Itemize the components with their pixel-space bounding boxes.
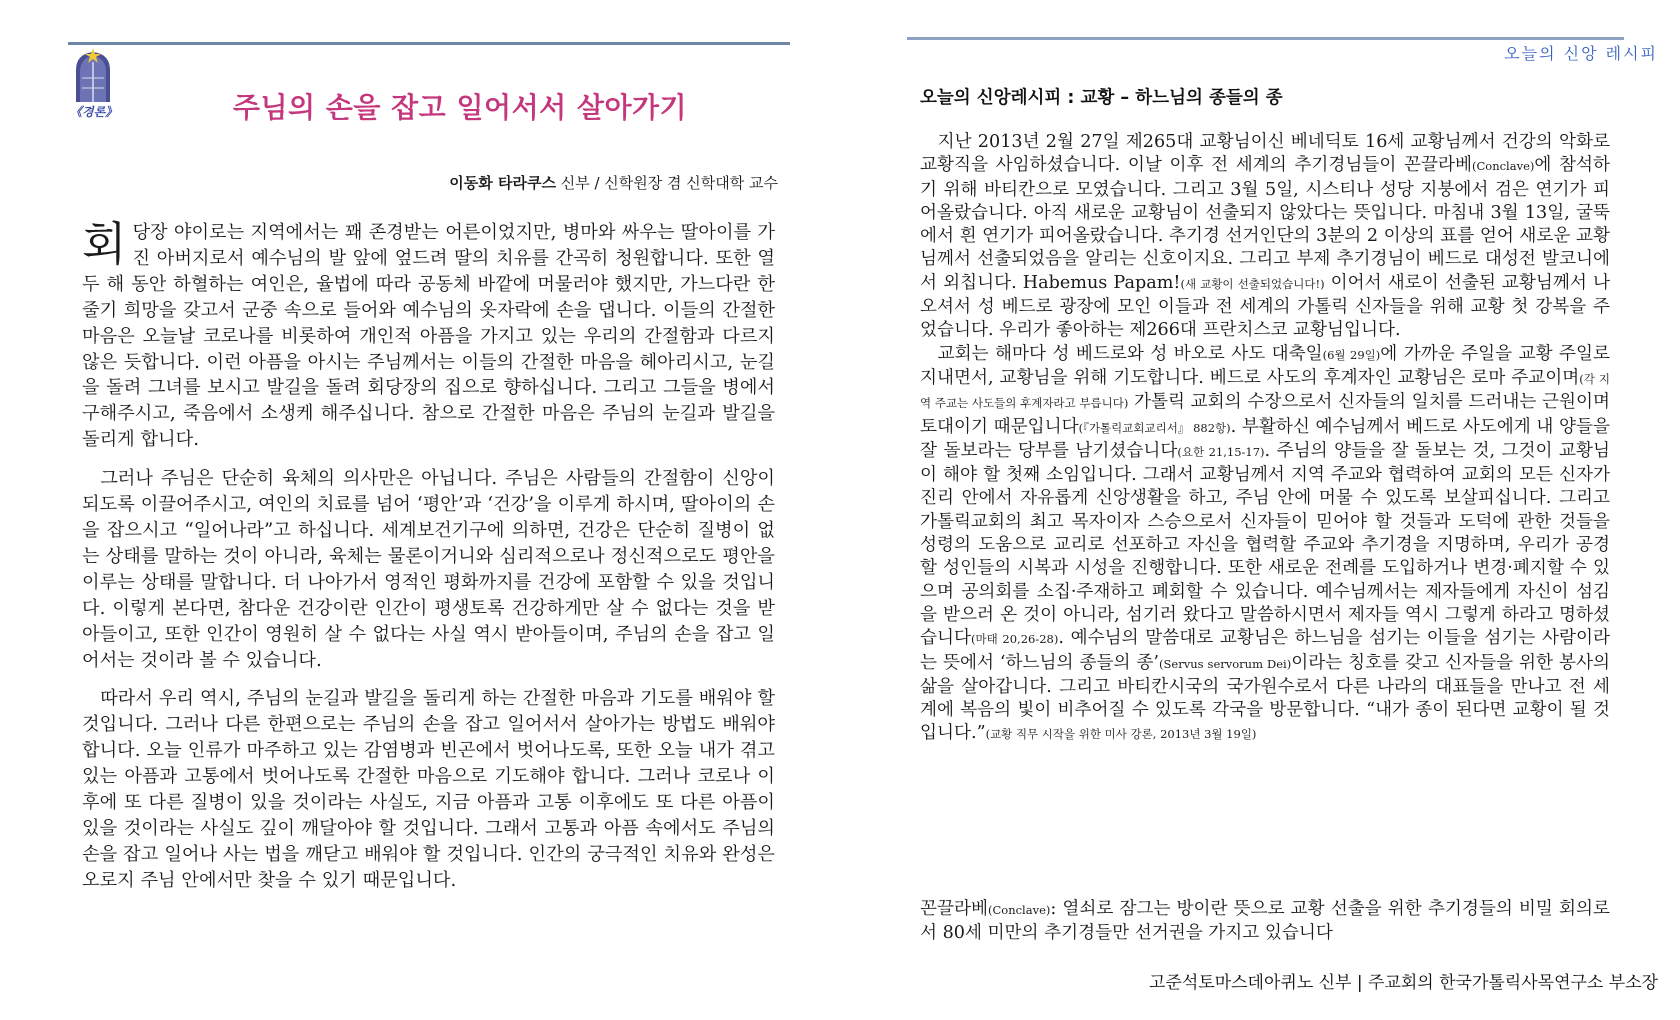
top-rule-left: [68, 42, 790, 45]
section-header: 오늘의 신앙 레시피: [1504, 44, 1658, 63]
paragraph-1: 회당장 야이로는 지역에서는 꽤 존경받는 어른이었지만, 병마와 싸우는 딸아이를 가진 아버지로서 예수님의 발 앞에 엎드려 딸의 치유를 간곡히 청원합니다. 또한 열두 해 동안 하혈하는 여인은, 율법에 따라 공동체 바깥에 머물러야 했지만, 가느다란 한 줄기 희망을 갖고서 군중 속으로 들어와 예수님의 옷자락에 손을 댑니다. 이들의 간절한 마음은 오늘날 코로나를 비롯하여 개인적 아픔을 가지고 있는 우리의 간절함과 다르지 않은 듯합니다. 이런 아픔을 아시는 주님께서는 이들의 간절한 마음을 헤아리시고, 눈길을 돌려 그녀를 보시고 발길을 돌려 회당장의 집으로 향하십니다. 그리고 그들을 병에서 구해주시고, 죽음에서 소생케 해주십니다. 참으로 간절한 마음은 주님의 눈길과 발길을 돌리게 합니다.: [82, 217, 775, 451]
byline: [449, 172, 778, 193]
conclave-footnote: 꼰끌라베(Conclave): 열쇠로 잠그는 방이란 뜻으로 교황 선출을 위한 추기경들의 비밀 회의로서 80세 미만의 추기경들만 선거권을 가지고 있습니다: [920, 899, 1610, 944]
paragraph-2: 그러나 주님은 단순히 육체의 의사만은 아닙니다. 주님은 사람들의 간절함이 신앙이 되도록 이끌어주시고, 여인의 치료를 넘어 ‘평안’과 ‘건강’을 이루게 하시며, 딸아이의 손을 잡으시고 “일어나라”고 하십니다. 세계보건기구에 의하면, 건강은 단순히 질병이 없는 상태를 말하는 것이 아니라, 육체는 물론이거니와 심리적으로나 정신적으로도 평안을 이루는 상태를 말합니다. 더 나아가서 영적인 평화까지를 건강에 포함할 수 있을 것입니다. 이렇게 본다면, 참다운 건강이란 인간이 평생토록 건강하게만 살 수 없다는 것을 받아들이고, 또한 인간이 영원히 살 수 없다는 사실 역시 받아들이며, 주님의 손을 잡고 일어서는 것이라 볼 수 있습니다.: [82, 468, 775, 671]
emblem-label: 《경론》: [70, 105, 118, 119]
author-signature: 고준석토마스데아퀴노 신부 | 주교회의 한국가톨릭사목연구소 부소장: [1149, 973, 1658, 993]
top-rule-right: [907, 37, 1624, 40]
paragraph-3: 따라서 우리 역시, 주님의 눈길과 발길을 돌리게 하는 간절한 마음과 기도를 배워야 할 것입니다. 그러나 다른 한편으로는 주님의 손을 잡고 일어서서 살아가는 방법도 배워야 합니다. 오늘 인류가 마주하고 있는 감염병과 빈곤에서 벗어나도록, 또한 오늘 내가 겪고 있는 아픔과 고통에서 벗어나도록 간절한 마음으로 기도해야 합니다. 그러나 코로나 이후에 또 다른 질병이 있을 것이라는 사실도, 지금 아픔과 고통 이후에도 또 다른 아픔이 있을 것이라는 사실도 깊이 깨달아야 할 것입니다. 그래서 고통과 아픔 속에서도 주님의 손을 잡고 일어나 사는 법을 깨닫고 배워야 할 것입니다. 인간의 궁극적인 치유와 완성은 오로지 주님 안에서만 찾을 수 있기 때문입니다.: [82, 688, 775, 891]
author-name: 이동화 타라쿠스: [449, 174, 556, 192]
recipe-paragraph-1: 지난 2013년 2월 27일 제265대 교황님이신 베네딕토 16세 교황님께서 건강의 악화로 교황직을 사임하셨습니다. 이날 이후 전 세계의 추기경님들이 꼰끌라베(Conclave)에 참석하기 위해 바티칸으로 모였습니다. 그리고 3월 5일, 시스티나 성당 지붕에서 검은 연기가 피어올랐습니다. 아직 새로운 교황님이 선출되지 않았다는 뜻입니다. 마침내 3월 13일, 굴뚝에서 흰 연기가 피어올랐습니다. 추기경 선거인단의 3분의 2 이상의 표를 얻어 새로운 교황님께서 선출되었음을 알리는 신호이지요. 그리고 부제 추기경님이 베드로 대성전 발코니에서 외칩니다. Habemus Papam!(새 교황이 선출되었습니다!) 이어서 새로이 선출된 교황님께서 나오셔서 성 베드로 광장에 모인 이들과 전 세계의 가톨릭 신자들을 위해 교황 첫 강복을 주었습니다. 우리가 좋아하는 제266대 프란치스코 교황님입니다.: [920, 132, 1611, 341]
article-body: [82, 217, 775, 894]
drop-cap: 회: [82, 217, 127, 271]
article-title: 주님의 손을 잡고 일어서서 살아가기: [232, 91, 688, 124]
recipe-body: [920, 131, 1610, 747]
author-role: 신부 / 신학원장 겸 신학대학 교수: [555, 174, 778, 192]
left-page: [0, 0, 800, 1020]
right-page: [800, 0, 1680, 1020]
recipe-paragraph-2: 교회는 해마다 성 베드로와 성 바오로 사도 대축일(6월 29일)에 가까운 주일을 교황 주일로 지내면서, 교황님을 위해 기도합니다. 베드로 사도의 후계자인 교황님은 로마 주교이며(각 지역 주교는 사도들의 후계자라고 부릅니다) 가톨릭 교회의 수장으로서 신자들의 일치를 드러내는 근원이며 토대이기 때문입니다(『가톨릭교회교리서』 882항). 부활하신 예수님께서 베드로 사도에게 내 양들을 잘 돌보라는 당부를 남기셨습니다(요한 21,15-17). 주님의 양들을 잘 돌보는 것, 그것이 교황님이 해야 할 첫째 소임입니다. 그래서 교황님께서 지역 주교와 협력하여 교회의 모든 신자가 진리 안에서 자유롭게 신앙생활을 하고, 주님 안에 머물 수 있도록 보살피십니다. 그리고 가톨릭교회의 최고 목자이자 스승으로서 신자들이 믿어야 할 것들과 도덕에 관한 것들을 성령의 도움으로 교리로 선포하고 자신을 협력할 주교와 추기경을 지명하며, 우리가 공경할 성인들의 시복과 시성을 진행합니다. 또한 새로운 전례를 도입하거나 변경·폐지할 수 있으며 공의회를 소집·주재하고 폐회할 수 있습니다. 예수님께서는 제자들에게 자신이 섬김을 받으러 온 것이 아니라, 섬기러 왔다고 말씀하시면서 제자들 역시 그렇게 하라고 명하셨습니다(마태 20,26-28). 예수님의 말씀대로 교황님은 하느님을 섬기는 이들을 섬기는 사람이라는 뜻에서 ‘하느님의 종들의 종’(Servus servorum Dei)이라는 칭호를 갖고 신자들을 위한 봉사의 삶을 살아갑니다. 그리고 바티칸시국의 국가원수로서 다른 나라의 대표들을 만나고 전 세계에 복음의 빛이 비추어질 수 있도록 각국을 방문합니다. “내가 종이 된다면 교황이 될 것입니다.”(교황 직무 시작을 위한 미사 강론, 2013년 3월 19일): [920, 343, 1611, 744]
recipe-title: 오늘의 신앙레시피 : 교황 – 하느님의 종들의 종: [920, 88, 1283, 108]
